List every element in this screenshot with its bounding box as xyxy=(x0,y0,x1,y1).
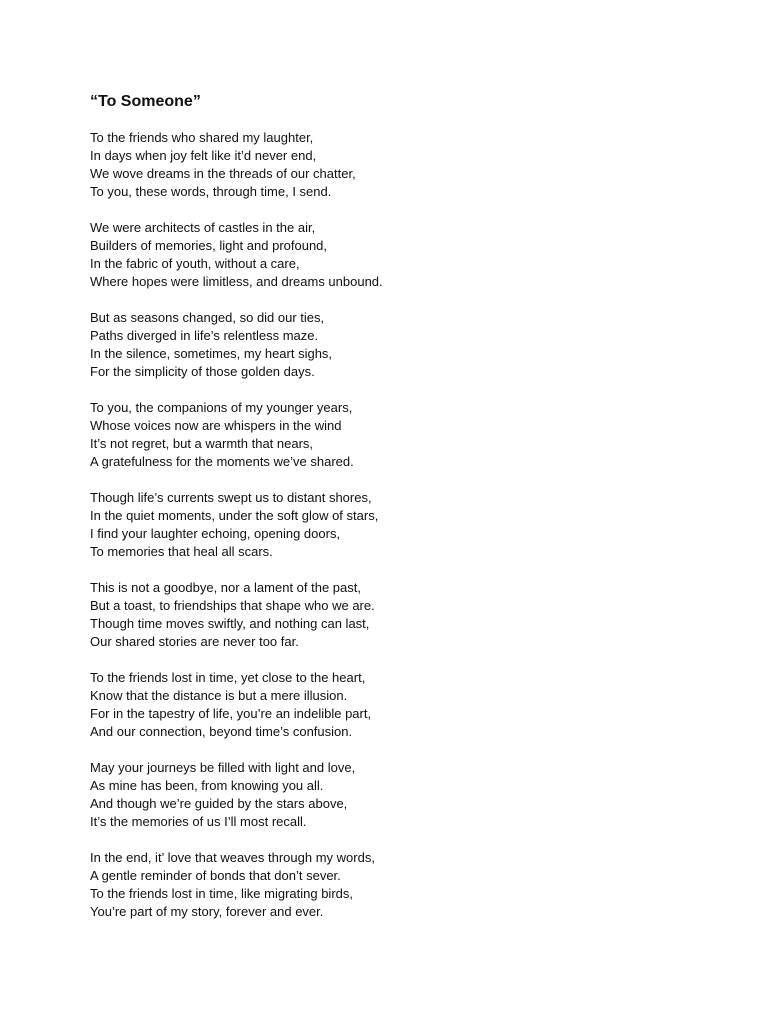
poem-line: Though life’s currents swept us to distant shores, xyxy=(90,490,372,505)
poem-line: It’s not regret, but a warmth that nears, xyxy=(90,436,314,451)
poem-line: To you, the companions of my younger years, xyxy=(90,400,353,415)
poem-line: Builders of memories, light and profound, xyxy=(90,238,328,253)
poem-line: To the friends lost in time, yet close to the heart, xyxy=(90,670,366,685)
poem-line: But as seasons changed, so did our ties, xyxy=(90,310,325,325)
poem-line: Know that the distance is but a mere illusion. xyxy=(90,688,348,703)
poem-line: To the friends who shared my laughter, xyxy=(90,130,314,145)
poem-line: As mine has been, from knowing you all. xyxy=(90,778,324,793)
poem-line: For in the tapestry of life, you’re an indelible part, xyxy=(90,706,372,721)
poem-line: And our connection, beyond time’s confusion. xyxy=(90,724,353,739)
poem-line: Paths diverged in life’s relentless maze. xyxy=(90,328,319,343)
poem-line: You’re part of my story, forever and ever. xyxy=(90,904,324,919)
stanza-3 xyxy=(90,309,710,381)
poem-line: In the end, it’ love that weaves through my words, xyxy=(90,850,375,865)
poem-line: But a toast, to friendships that shape who we are. xyxy=(90,598,375,613)
poem-line: In days when joy felt like it’d never end, xyxy=(90,148,317,163)
poem-line: We were architects of castles in the air, xyxy=(90,220,316,235)
stanza-4 xyxy=(90,399,710,471)
poem-line: I find your laughter echoing, opening doors, xyxy=(90,526,341,541)
poem-line: A gratefulness for the moments we’ve shared. xyxy=(90,454,354,469)
poem-line: For the simplicity of those golden days. xyxy=(90,364,315,379)
poem-title: “To Someone” xyxy=(90,93,201,110)
stanza-9 xyxy=(90,849,710,921)
stanza-8 xyxy=(90,759,710,831)
poem-line: This is not a goodbye, nor a lament of the past, xyxy=(90,580,361,595)
poem-line: Where hopes were limitless, and dreams unbound. xyxy=(90,274,383,289)
stanza-6 xyxy=(90,579,710,651)
stanza-7 xyxy=(90,669,710,741)
poem-line: Though time moves swiftly, and nothing can last, xyxy=(90,616,370,631)
poem-line: In the quiet moments, under the soft glow of stars, xyxy=(90,508,379,523)
poem-line: A gentle reminder of bonds that don’t sever. xyxy=(90,868,341,883)
poem-line: We wove dreams in the threads of our chatter, xyxy=(90,166,356,181)
poem-line: To you, these words, through time, I send. xyxy=(90,184,332,199)
stanza-2 xyxy=(90,219,710,291)
poem-line: And though we’re guided by the stars above, xyxy=(90,796,348,811)
poem-line: In the fabric of youth, without a care, xyxy=(90,256,300,271)
poem-line: Our shared stories are never too far. xyxy=(90,634,299,649)
poem-line: In the silence, sometimes, my heart sighs, xyxy=(90,346,333,361)
stanza-1 xyxy=(90,129,710,201)
poem-line: To the friends lost in time, like migrating birds, xyxy=(90,886,353,901)
poem-line: May your journeys be filled with light and love, xyxy=(90,760,356,775)
poem-body xyxy=(90,129,710,939)
poem-line: To memories that heal all scars. xyxy=(90,544,273,559)
poem-line: It’s the memories of us I’ll most recall. xyxy=(90,814,307,829)
stanza-5 xyxy=(90,489,710,561)
poem-line: Whose voices now are whispers in the wind xyxy=(90,418,342,433)
